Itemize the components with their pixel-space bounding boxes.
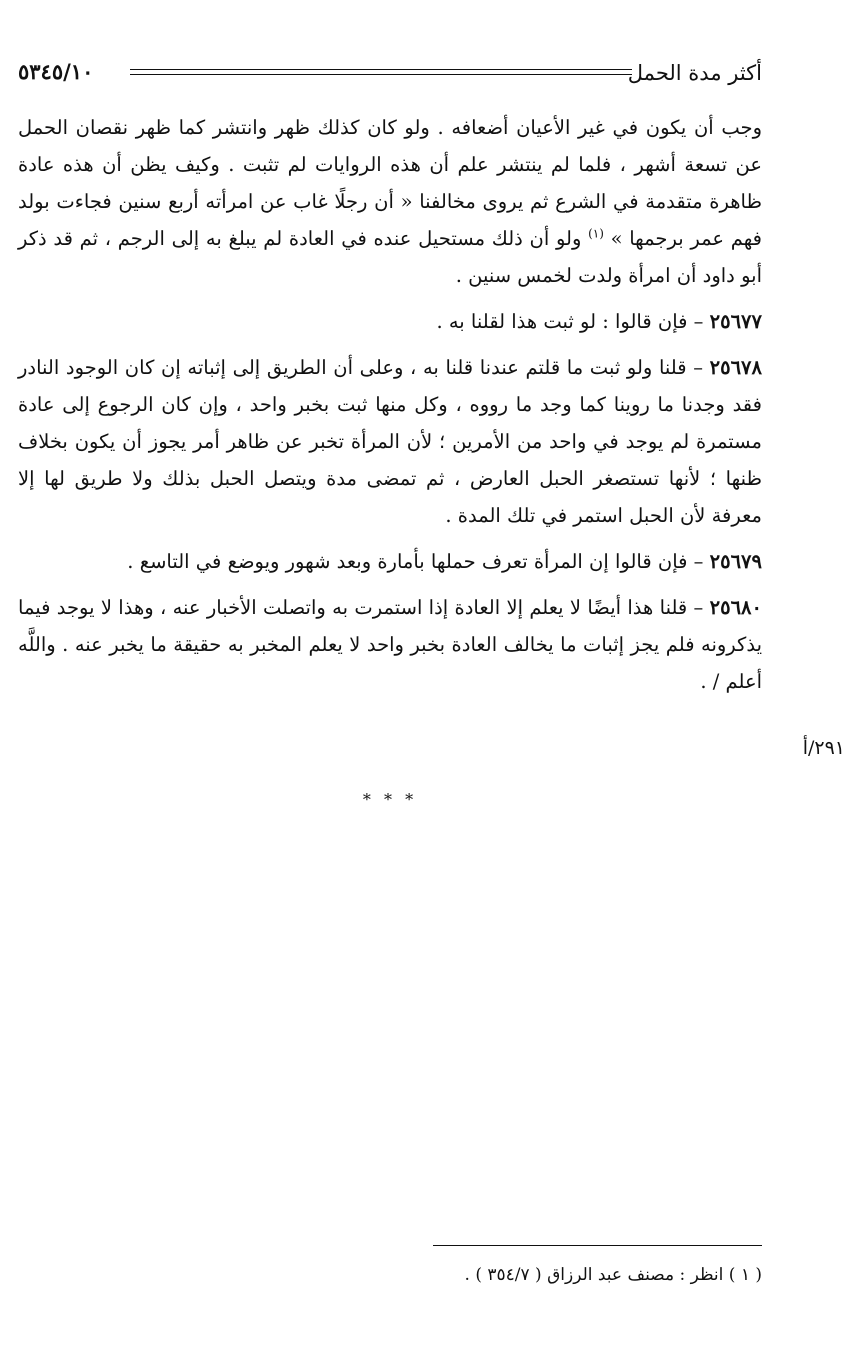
page-reference: ٥٣٤٥/١٠: [18, 59, 94, 84]
paragraph-text-continued: ولو أن ذلك مستحيل عنده في العادة لم يبلغ به إلى الرجم ، ثم قد ذكر أبو داود أن امرأة ولدت لخمس سنين .: [18, 227, 762, 287]
paragraph-text: – فإن قالوا : لو ثبت هذا لقلنا به .: [436, 310, 710, 333]
footnote-rule: [433, 1245, 762, 1246]
section-separator: * * *: [362, 790, 418, 809]
manuscript-folio-note: ٢٩١/أ: [802, 737, 845, 759]
paragraph-text: – فإن قالوا إن المرأة تعرف حملها بأمارة وبعد شهور ويوضع في التاسع .: [127, 550, 710, 573]
paragraph-25677: [18, 303, 762, 340]
paragraph-number: ٢٥٦٧٨: [709, 356, 762, 379]
paragraph-continued: [18, 109, 762, 294]
paragraph-number: ٢٥٦٧٧: [709, 310, 762, 333]
footnote: ( ١ ) انظر : مصنف عبد الرزاق ( ٣٥٤/٧ ) .: [464, 1265, 762, 1285]
paragraph-25680: [18, 589, 762, 700]
page-header: [18, 54, 762, 92]
paragraph-number: ٢٥٦٨٠: [709, 596, 762, 619]
paragraph-number: ٢٥٦٧٩: [709, 550, 762, 573]
paragraph-25678: [18, 349, 762, 534]
running-title: أكثر مدة الحمل: [627, 61, 762, 85]
footnote-marker: (١): [588, 226, 604, 241]
header-double-rule: [130, 69, 632, 75]
paragraph-25679: [18, 543, 762, 580]
paragraph-text: – قلنا ولو ثبت ما قلتم عندنا قلنا به ، وعلى أن الطريق إلى إثباته إن كان الوجود النادر فقد وجدنا ما روينا كما وجد ما رووه ، وكل منها ثبت بخبر واحد ، وإن كان الرجوع إلى عادة مستمرة لم يوجد في واحد من الأمرين ؛ لأن المرأة تخبر عن ظاهر أمر يجوز أن يكون بخلاف ظنها ؛ لأنها تستصغر الحبل العارض ، ثم تمضى مدة ويتصل الحبل بذلك ولا طريق لها إلا معرفة لأن الحبل استمر في تلك المدة .: [18, 356, 762, 527]
paragraph-text: – قلنا هذا أيضًا لا يعلم إلا العادة إذا استمرت به واتصلت الأخبار عنه ، وهذا لا يوجد فيما يذكرونه فلم يجز إثبات ما يخالف العادة بخبر واحد لا يعلم المخبر به حقيقة ما يخبر عنه . واللَّه أعلم / .: [18, 596, 762, 693]
paragraph-text: وجب أن يكون في غير الأعيان أضعافه . ولو كان كذلك ظهر وانتشر كما ظهر نقصان الحمل عن تسعة أشهر ، فلما لم ينتشر علم أن هذه الروايات لم تثبت . وكيف يظن أن هذه عادة ظاهرة متقدمة في الشرع ثم يروى مخالفنا « أن رجلًا غاب عن امرأته أربع سنين فجاءت بولد فهم عمر برجمها »: [18, 116, 763, 250]
body-text: [18, 109, 762, 709]
